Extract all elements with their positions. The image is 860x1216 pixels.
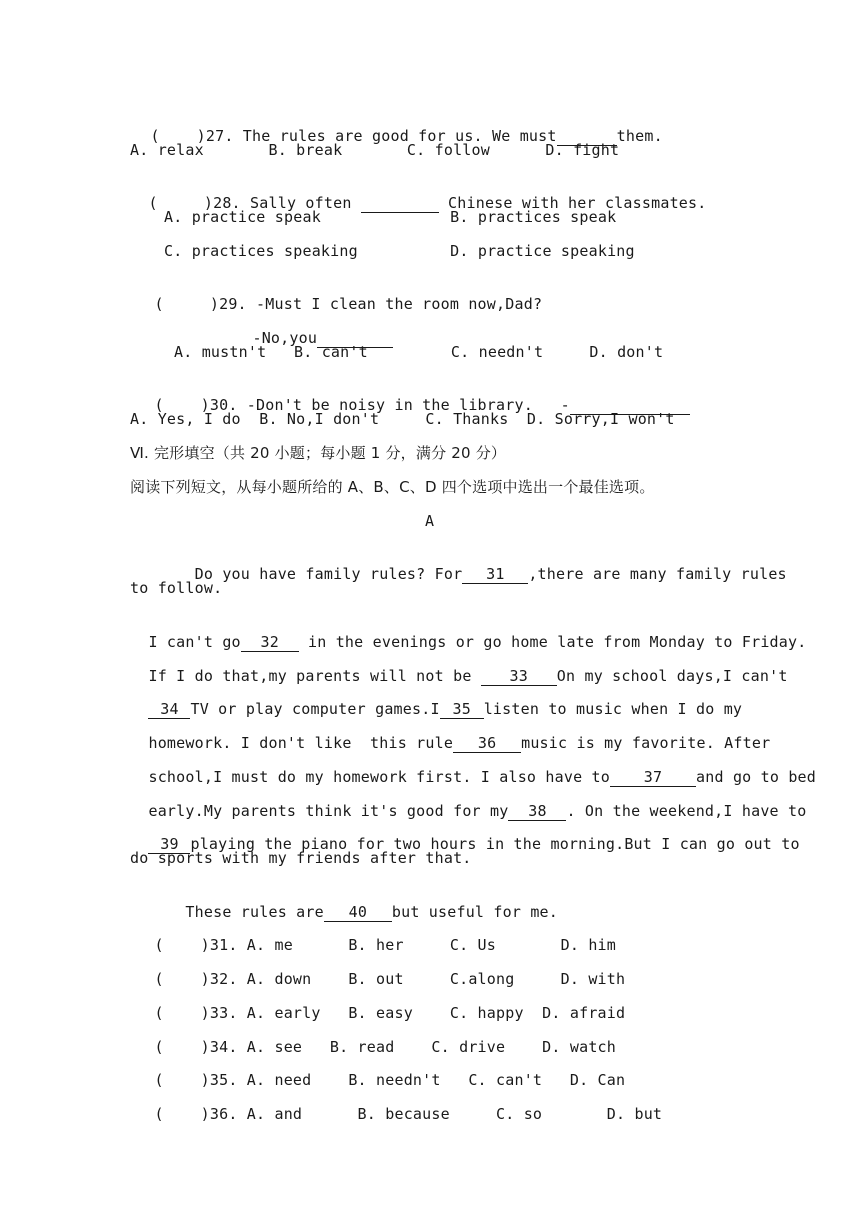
passage-text: I can't go — [148, 633, 241, 651]
passage-text: ,there are many family rules — [528, 565, 787, 583]
answer-paren: ( ) — [150, 127, 206, 145]
passage-label: A — [425, 512, 435, 530]
passage-text: playing the piano for two hours in the morning.But I can go out to — [190, 835, 800, 853]
choice-text: 36. A. and B. because C. so D. but — [209, 1105, 663, 1123]
passage-text: listen to music when I do my — [483, 700, 743, 718]
question-stem: 27. The rules are good for us. We must — [205, 127, 557, 145]
choice-36 — [136, 1084, 662, 1124]
passage-line-1 — [130, 544, 787, 584]
blank-39[interactable]: 39 — [148, 836, 190, 854]
section-heading: Ⅵ. 完形填空（共 20 小题；每小题 1 分，满分 20 分） — [130, 444, 507, 462]
passage-text: and go to bed — [696, 768, 817, 786]
answer-paren: ( ) — [154, 295, 220, 313]
blank-33[interactable]: 33 — [481, 668, 557, 686]
choice-text: 33. A. early B. easy C. happy D. afraid — [209, 1004, 626, 1022]
passage-text: Do you have family rules? For — [148, 565, 463, 583]
choice-text: 32. A. down B. out C.along D. with — [209, 970, 626, 988]
passage-text: school,I must do my homework first. I also have to — [148, 768, 611, 786]
passage-text: homework. I don't like this rule — [148, 734, 454, 752]
answer-paren: ( ) — [154, 396, 210, 414]
blank-40[interactable]: 40 — [324, 904, 392, 922]
blank-35[interactable]: 35 — [440, 701, 484, 719]
passage-text: TV or play computer games.I — [190, 700, 440, 718]
choice-text: 34. A. see B. read C. drive D. watch — [209, 1038, 617, 1056]
question-stem-end: them. — [616, 127, 663, 145]
question-29-options: A. mustn't B. can't C. needn't D. don't — [174, 343, 664, 361]
question-28-options-row1: A. practice speak B. practices speak — [164, 208, 617, 226]
passage-text: early.My parents think it's good for my — [148, 802, 509, 820]
blank-31[interactable]: 31 — [462, 566, 528, 584]
blank-34[interactable]: 34 — [148, 701, 190, 719]
choice-text: 31. A. me B. her C. Us D. him — [209, 936, 617, 954]
passage-text: On my school days,I can't — [556, 667, 788, 685]
answer-paren: ( ) — [154, 1071, 210, 1089]
question-30-options: A. Yes, I do B. No,I don't C. Thanks D. Sorry,I won't — [130, 410, 675, 428]
question-28-options-row2: C. practices speaking D. practice speaking — [164, 242, 635, 260]
answer-paren: ( ) — [154, 970, 210, 988]
passage-text: If I do that,my parents will not be — [148, 667, 481, 685]
passage-line-10: do sports with my friends after that. — [130, 849, 472, 867]
section-instruction: 阅读下列短文，从每小题所给的 A、B、C、D 四个选项中选出一个最佳选项。 — [130, 478, 655, 496]
question-stem: 30. -Don't be noisy in the library. - — [209, 396, 570, 414]
answer-prefix: -No,you — [252, 329, 318, 347]
choice-text: 35. A. need B. needn't C. can't D. Can — [209, 1071, 626, 1089]
answer-paren: ( ) — [148, 194, 214, 212]
passage-text: but useful for me. — [391, 903, 559, 921]
answer-paren: ( ) — [154, 1105, 210, 1123]
answer-paren: ( ) — [154, 1004, 210, 1022]
blank-37[interactable]: 37 — [610, 769, 696, 787]
question-stem: 29. -Must I clean the room now,Dad? — [219, 295, 543, 313]
blank-32[interactable]: 32 — [241, 634, 299, 652]
blank-38[interactable]: 38 — [508, 803, 566, 821]
passage-text: music is my favorite. After — [521, 734, 771, 752]
question-stem-end: Chinese with her classmates. — [438, 194, 707, 212]
passage-text: These rules are — [148, 903, 324, 921]
blank-36[interactable]: 36 — [453, 735, 521, 753]
answer-paren: ( ) — [154, 936, 210, 954]
answer-paren: ( ) — [154, 1038, 210, 1056]
passage-text: . On the weekend,I have to — [566, 802, 807, 820]
passage-text: in the evenings or go home late from Monday to Friday. — [298, 633, 807, 651]
question-27-options: A. relax B. break C. follow D. fight — [130, 141, 620, 159]
question-stem: 28. Sally often — [213, 194, 361, 212]
passage-line-2: to follow. — [130, 579, 223, 597]
